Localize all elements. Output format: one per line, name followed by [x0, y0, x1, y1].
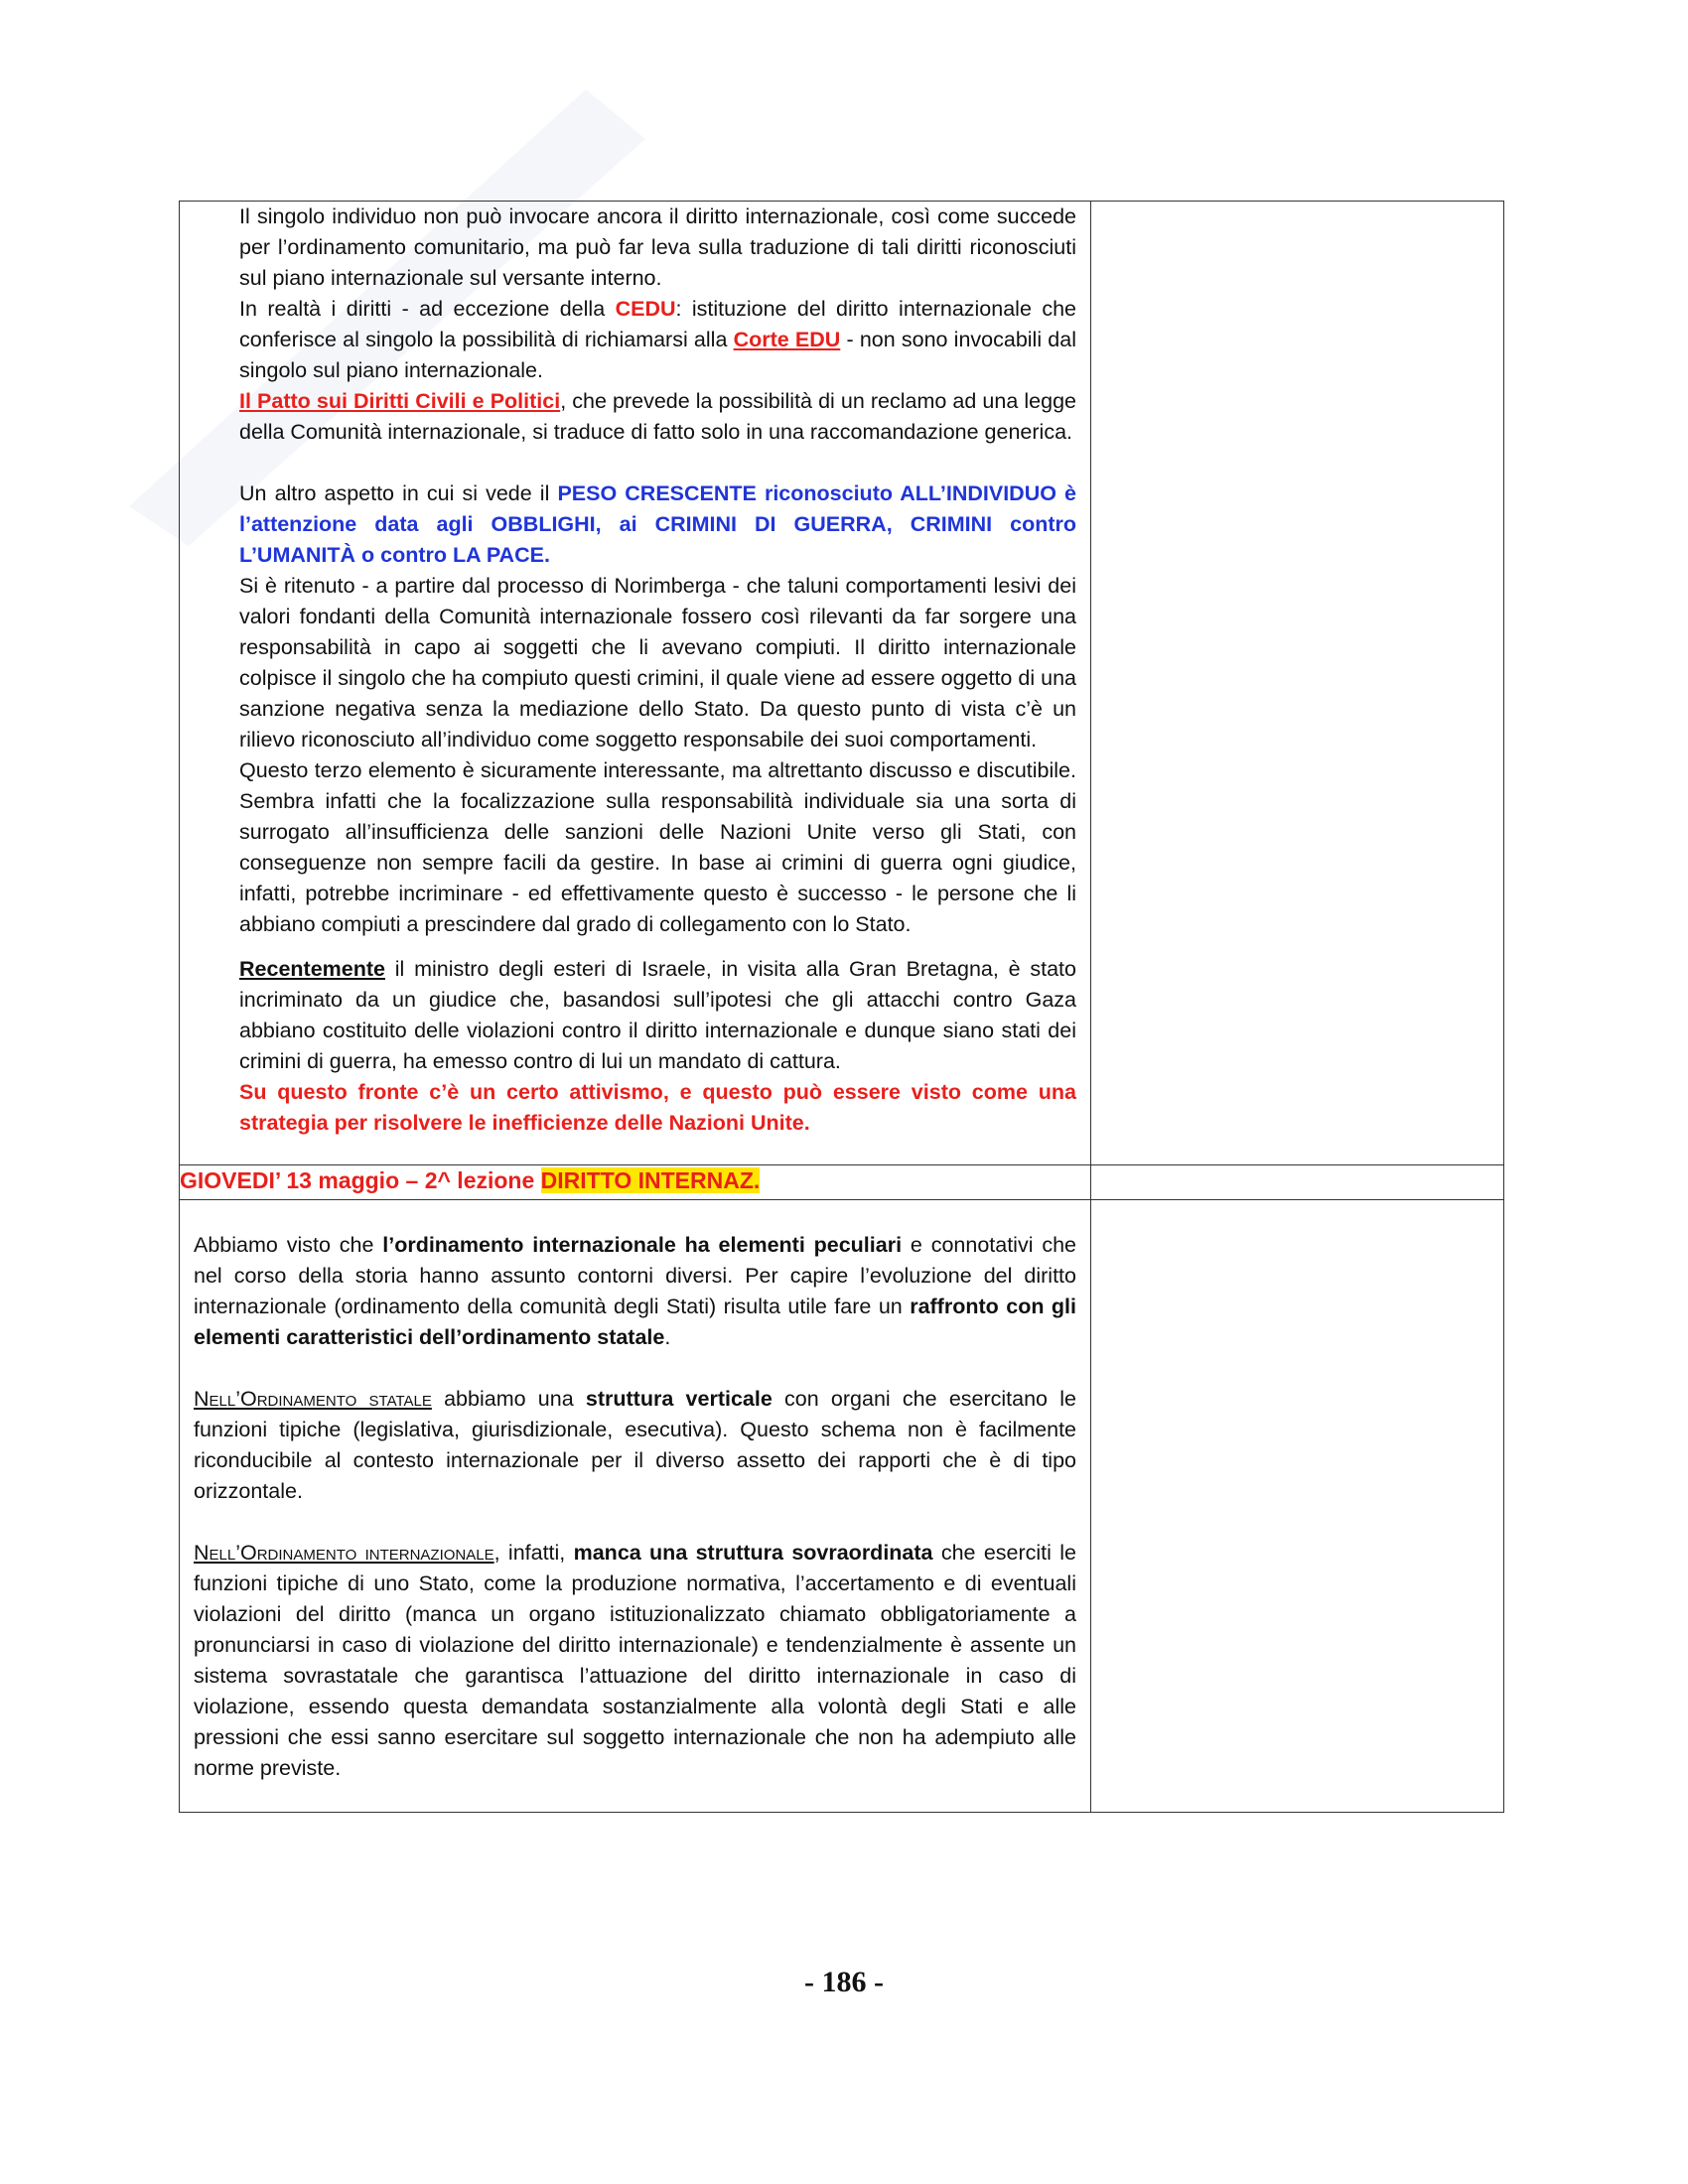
lesson-header-row — [180, 1165, 1504, 1200]
table-row — [180, 1200, 1504, 1813]
recentemente-term: Recentemente — [239, 957, 385, 981]
margin-notes-cell — [1091, 202, 1504, 1165]
lesson-subject-highlight: DIRITTO INTERNAZ. — [540, 1167, 761, 1193]
notes-table — [179, 201, 1504, 1813]
page-number: - 186 - — [804, 1966, 884, 1998]
paragraph: Un altro aspetto in cui si vede il PESO CRESCENTE riconosciuto ALL’INDIVIDUO è l’attenzione data agli OBBLIGHI, ai CRIMINI DI GUERRA, CRIMINI contro L’UMANITÀ o contro LA PACE. — [239, 481, 1076, 567]
paragraph: Si è ritenuto - a partire dal processo di Norimberga - che taluni comportamenti lesivi dei valori fondanti della Comunità internazionale fossero così rilevanti da far sorgere una responsabilità in capo ai soggetti che li avevano compiuti. Il diritto internazionale colpisce il singolo che ha compiuto questi crimini, il quale viene ad essere oggetto di una sanzione negativa senza la mediazione dello Stato. Da questo punto di vista c’è un rilievo riconosciuto all’individuo come soggetto responsabile dei suoi comportamenti. — [239, 574, 1076, 751]
cedu-term: CEDU — [615, 297, 676, 321]
paragraph: Recentemente il ministro degli esteri di Israele, in visita alla Gran Bretagna, è stato incriminato da un giudice che, basandosi sull’ipotesi che gli attacchi contro Gaza abbiano costituito delle violazioni contro il diritto internazionale e dunque siano stati dei crimini di guerra, ha emesso contro di lui un mandato di cattura. — [239, 957, 1076, 1073]
content-cell — [180, 1200, 1091, 1813]
paragraph: Il singolo individuo non può invocare ancora il diritto internazionale, così come succede per l’ordinamento comunitario, ma può far leva sulla traduzione di tali diritti riconosciuti sul piano internazionale sul versante interno. — [239, 205, 1076, 290]
highlight-blue: PESO CRESCENTE riconosciuto ALL’INDIVIDUO è l’attenzione data agli OBBLIGHI, ai CRIMINI DI GUERRA, CRIMINI contro L’UMANITÀ o contro LA PACE. — [239, 481, 1076, 567]
lesson-header-side-cell — [1091, 1165, 1504, 1200]
patto-term: Il Patto sui Diritti Civili e Politici — [239, 389, 561, 413]
paragraph: Nell’Ordinamento statale abbiamo una struttura verticale con organi che esercitano le funzioni tipiche (legislativa, giurisdizionale, esecutiva). Questo schema non è facilmente riconducibile al contesto internazionale per il diverso assetto dei rapporti che è di tipo orizzontale. — [194, 1387, 1076, 1503]
table-row — [180, 202, 1504, 1165]
corte-edu-term: Corte EDU — [733, 328, 841, 351]
paragraph-red: Su questo fronte c’è un certo attivismo, e questo può essere visto come una strategia per risolvere le inefficienze delle Nazioni Unite. — [239, 1080, 1076, 1135]
lesson-header: GIOVEDI’ 13 maggio – 2^ lezione DIRITTO INTERNAZ. — [180, 1165, 1091, 1200]
paragraph: Questo terzo elemento è sicuramente interessante, ma altrettanto discusso e discutibile. Sembra infatti che la focalizzazione sulla responsabilità individuale sia una sorta di surrogato all’insufficienza delle sanzioni delle Nazioni Unite verso gli Stati, con conseguenze non sempre facili da gestire. In base ai crimini di guerra ogni giudice, infatti, potrebbe incriminare - ed effettivamente questo è successo - le persone che li abbiano compiuti a prescindere dal grado di collegamento con lo Stato. — [239, 758, 1076, 936]
ordinamento-internazionale-heading: Nell’Ordinamento internazionale — [194, 1541, 494, 1565]
paragraph: Abbiamo visto che l’ordinamento internazionale ha elementi peculiari e connotativi che nel corso della storia hanno assunto contorni diversi. Per capire l’evoluzione del diritto internazionale (ordinamento della comunità degli Stati) risulta utile fare un raffronto con gli elementi caratteristici dell’ordinamento statale. — [194, 1233, 1076, 1349]
paragraph: Il Patto sui Diritti Civili e Politici, che prevede la possibilità di un reclamo ad una legge della Comunità internazionale, si traduce di fatto solo in una raccomandazione generica. — [239, 389, 1076, 444]
paragraph: In realtà i diritti - ad eccezione della CEDU: istituzione del diritto internazionale che conferisce al singolo la possibilità di richiamarsi alla Corte EDU - non sono invocabili dal singolo sul piano internazionale. — [239, 297, 1076, 382]
paragraph: Nell’Ordinamento internazionale, infatti, manca una struttura sovraordinata che eserciti le funzioni tipiche di uno Stato, come la produzione normativa, l’accertamento e di eventuali violazioni del diritto (manca un organo istituzionalizzato chiamato obbligatoriamente a pronunciarsi in caso di violazione del diritto internazionale) e tendenzialmente è assente un sistema sovrastatale che garantisca l’attuazione del diritto internazionale in caso di violazione, essendo questa demandata sostanzialmente alla volontà degli Stati e alle pressioni che essi sanno esercitare sul soggetto internazionale che non ha adempiuto alle norme previste. — [194, 1541, 1076, 1780]
ordinamento-statale-heading: Nell’Ordinamento statale — [194, 1387, 432, 1411]
content-cell — [180, 202, 1091, 1165]
margin-notes-cell — [1091, 1200, 1504, 1813]
